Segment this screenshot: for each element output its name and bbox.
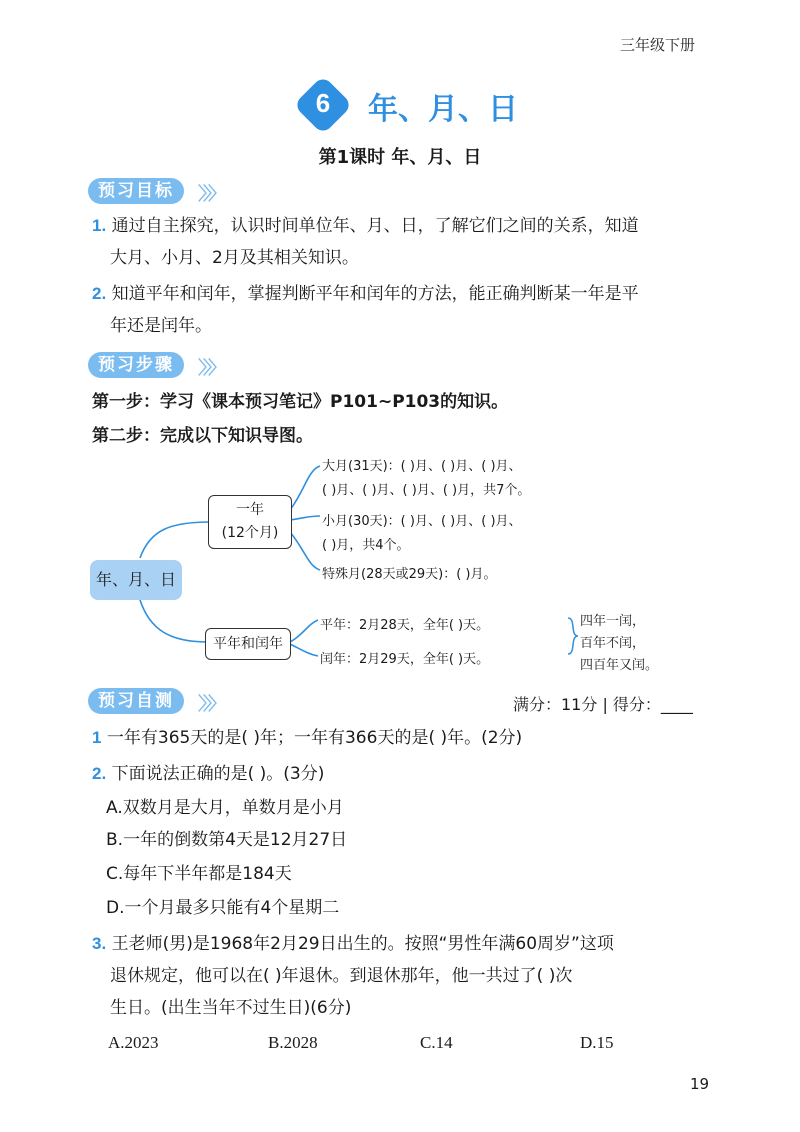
double-chevron-icon: 〉〉〉 (198, 358, 222, 379)
page-number: 19 (690, 1075, 710, 1093)
question-2-option-c: C.每年下半年都是184天 (106, 864, 292, 884)
goal-2-cont: 年还是闰年。 (110, 316, 212, 336)
map-big-months-1: 大月(31天)：( )月、( )月、( )月、 (322, 459, 522, 474)
question-3-option-c: C.14 (420, 1033, 453, 1052)
double-chevron-icon: 〉〉〉 (198, 184, 222, 205)
section-goals-label: 预习目标 (88, 178, 184, 204)
map-special-month: 特殊月(28天或29天)：( )月。 (322, 567, 497, 582)
grade-label: 三年级下册 (620, 36, 696, 54)
question-2-option-a: A.双数月是大月，单数月是小月 (106, 798, 344, 818)
question-3-option-d: D.15 (580, 1033, 614, 1052)
map-leap-year: 闰年：2月29天，全年( )天。 (320, 652, 490, 667)
goal-1-cont: 大月、小月、2月及其相关知识。 (110, 248, 359, 268)
question-1: 1 一年有365天的是( )年；一年有366天的是( )年。(2分) (92, 728, 523, 748)
map-common-year: 平年：2月28天，全年( )天。 (320, 618, 490, 633)
map-rule-3: 四百年又闰。 (580, 658, 659, 673)
question-3-line3: 生日。(出生当年不过生日)(6分) (110, 998, 352, 1018)
question-3-line2: 退休规定，他可以在( )年退休。到退休那年，他一共过了( )次 (110, 966, 573, 986)
chapter-number: 6 (315, 88, 331, 118)
question-3: 3. 王老师(男)是1968年2月29日出生的。按照“男性年满60周岁”这项 (92, 934, 614, 954)
chapter-heading (300, 82, 520, 128)
map-big-months-2: ( )月、( )月、( )月、( )月，共7个。 (322, 483, 531, 498)
question-2-option-b: B.一年的倒数第4天是12月27日 (106, 830, 348, 850)
chapter-title: 年、月、日 (368, 92, 518, 127)
question-2: 2. 下面说法正确的是( )。(3分) (92, 764, 325, 784)
mindmap-node-leap: 平年和闰年 (205, 628, 291, 660)
node-year-line2: (12个月) (221, 525, 279, 541)
map-small-months-1: 小月(30天)：( )月、( )月、( )月、 (322, 514, 522, 529)
step-1: 第一步：学习《课本预习笔记》P101~P103的知识。 (92, 392, 509, 412)
section-selftest-label: 预习自测 (88, 688, 184, 714)
step-2: 第二步：完成以下知识导图。 (92, 426, 313, 446)
question-3-option-a: A.2023 (108, 1033, 159, 1052)
map-rule-2: 百年不闰， (580, 636, 646, 651)
mindmap-node-year (208, 495, 292, 549)
lesson-title: 第1课时 年、月、日 (318, 147, 482, 168)
section-steps-label: 预习步骤 (88, 352, 184, 378)
question-2-option-d: D.一个月最多只能有4个星期二 (106, 898, 340, 918)
map-rule-1: 四年一闰， (580, 614, 646, 629)
question-3-option-b: B.2028 (268, 1033, 318, 1052)
goal-2: 2. 知道平年和闰年，掌握判断平年和闰年的方法，能正确判断某一年是平 (92, 284, 639, 304)
double-chevron-icon: 〉〉〉 (198, 694, 222, 715)
map-small-months-2: ( )月，共4个。 (322, 538, 410, 553)
score-line: 满分：11分 | 得分：____ (513, 695, 693, 714)
mindmap-root: 年、月、日 (90, 560, 182, 600)
goal-1: 1. 通过自主探究，认识时间单位年、月、日，了解它们之间的关系，知道 (92, 216, 639, 236)
node-year-line1: 一年 (236, 502, 264, 518)
